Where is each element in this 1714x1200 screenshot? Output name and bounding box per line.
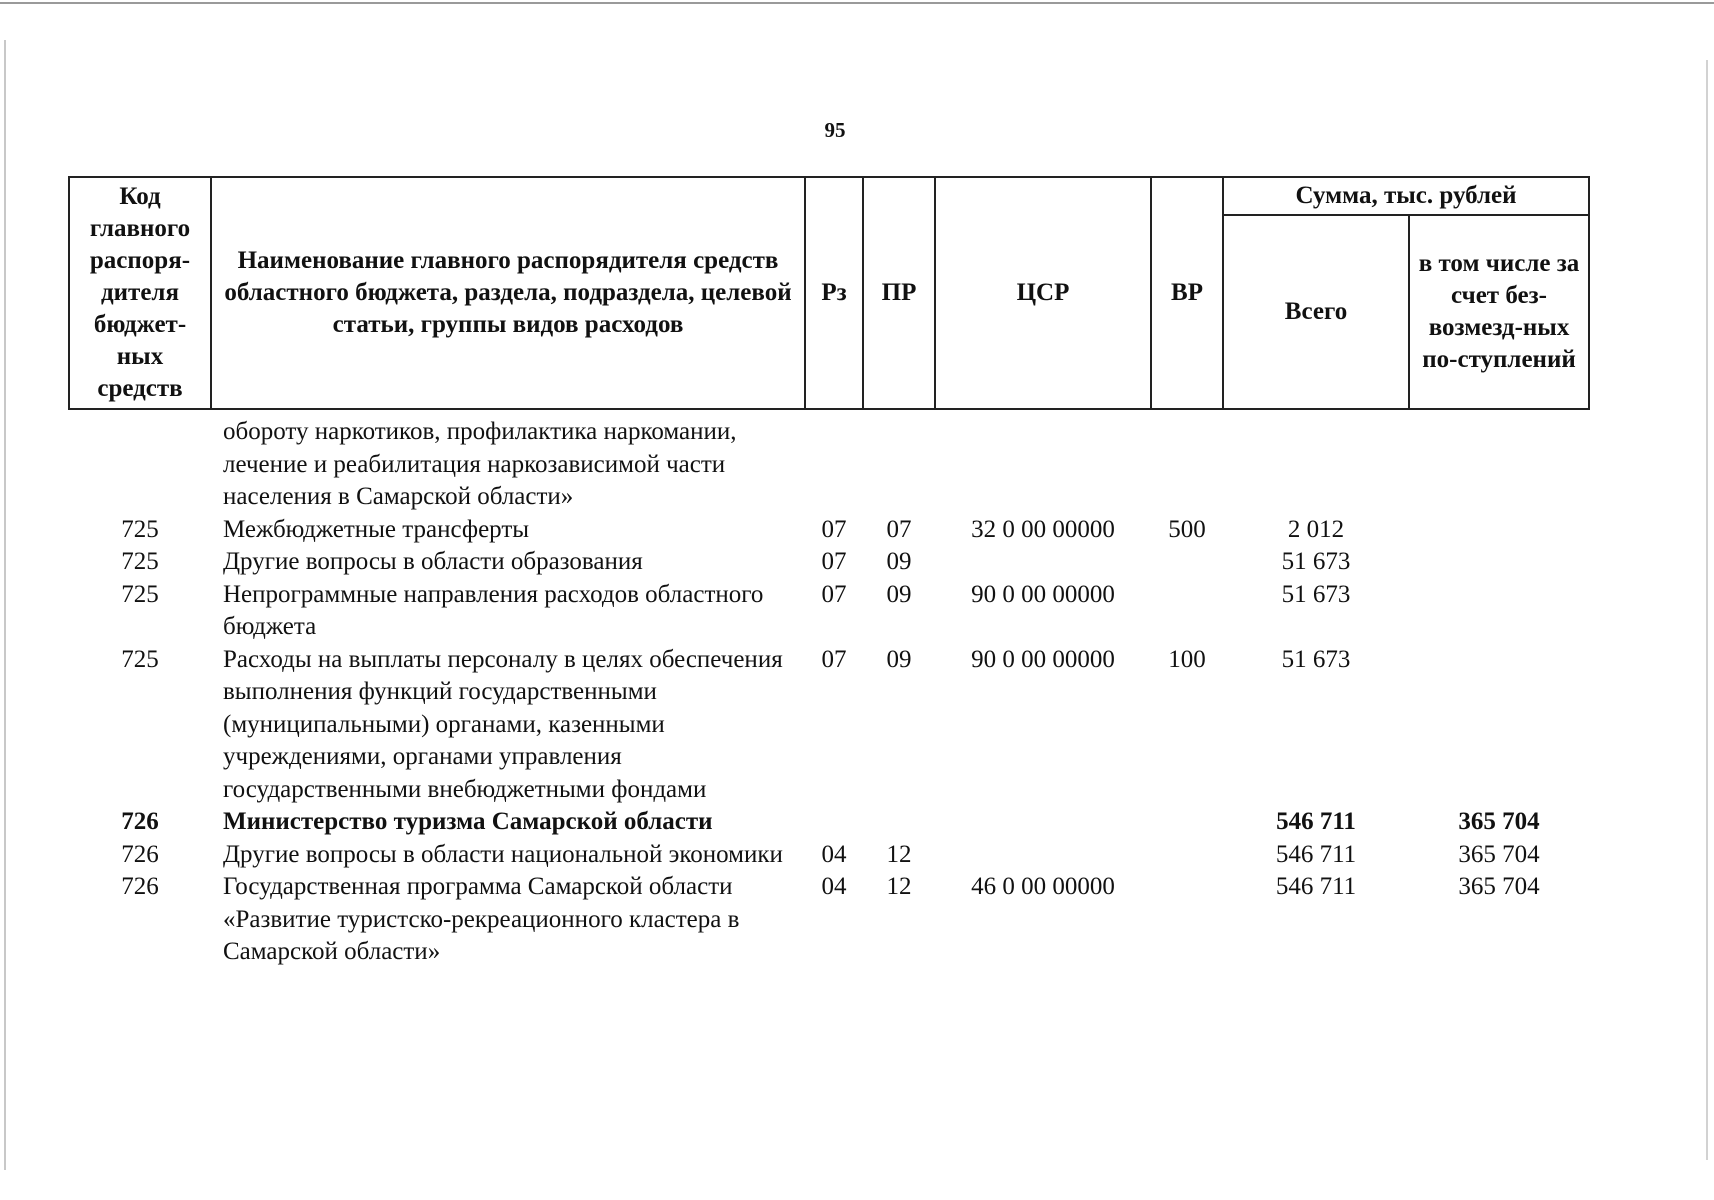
cell-name: Расходы на выплаты персоналу в целях обеспечения выполнения функций государственными (муниципальными) органами, казенными учреждениями, органами управления государственными внебюджетными фондами xyxy=(223,645,783,803)
cell-name: Другие вопросы в области национальной экономики xyxy=(223,840,783,868)
cell-pr: 09 xyxy=(886,645,912,673)
cell-pr: 12 xyxy=(886,873,912,900)
cell-total: 546 711 xyxy=(1276,808,1356,835)
budget-table xyxy=(68,176,1590,969)
cell-code: 725 xyxy=(121,548,159,575)
cell-csr: 32 0 00 00000 xyxy=(971,515,1115,543)
header-code: Код главного распоря-дителя бюджет-ных средств xyxy=(69,177,211,409)
cell-incl xyxy=(1409,579,1589,644)
right-scan-edge xyxy=(1706,60,1708,1160)
header-rz: Рз xyxy=(805,177,863,409)
cell-name: обороту наркотиков, профилактика наркомании, лечение и реабилитация наркозависимой части населения в Самарской области» xyxy=(223,418,737,510)
table-row xyxy=(69,579,1589,644)
cell-csr xyxy=(935,546,1151,579)
cell-pr: 09 xyxy=(886,580,912,608)
table-row xyxy=(69,546,1589,579)
cell-incl: 365 704 xyxy=(1458,873,1540,900)
cell-name: Министерство туризма Самарской области xyxy=(223,808,713,835)
cell-vr xyxy=(1151,579,1223,644)
cell-code: 726 xyxy=(121,840,159,868)
header-csr: ЦСР xyxy=(935,177,1151,409)
header-vr: ВР xyxy=(1151,177,1223,409)
cell-total xyxy=(1223,409,1409,514)
cell-pr: 09 xyxy=(886,548,912,575)
cell-csr: 90 0 00 00000 xyxy=(971,645,1115,673)
table-row xyxy=(69,644,1589,807)
cell-code: 725 xyxy=(121,515,159,543)
cell-incl: 365 704 xyxy=(1458,840,1540,868)
cell-code: 725 xyxy=(121,645,159,673)
cell-name: Межбюджетные трансферты xyxy=(223,515,530,543)
top-scan-border xyxy=(0,2,1714,4)
cell-incl: 365 704 xyxy=(1458,808,1540,835)
cell-code xyxy=(69,409,211,514)
cell-name: Другие вопросы в области образования xyxy=(223,548,643,575)
page-number: 95 xyxy=(824,118,846,142)
cell-csr xyxy=(935,839,1151,872)
cell-rz: 04 xyxy=(821,840,847,868)
table-body xyxy=(69,409,1589,969)
header-name: Наименование главного распорядителя средств областного бюджета, раздела, подраздела, целевой статьи, группы видов расходов xyxy=(211,177,805,409)
cell-total: 51 673 xyxy=(1281,548,1351,575)
cell-rz xyxy=(805,806,863,839)
table-row xyxy=(69,409,1589,514)
header-pr: ПР xyxy=(863,177,935,409)
cell-total: 51 673 xyxy=(1281,645,1351,673)
cell-pr: 12 xyxy=(886,840,912,868)
cell-vr xyxy=(1151,546,1223,579)
cell-incl xyxy=(1409,546,1589,579)
cell-code: 726 xyxy=(121,808,159,835)
cell-rz: 07 xyxy=(821,580,847,608)
cell-pr xyxy=(863,409,935,514)
cell-rz: 07 xyxy=(821,548,847,575)
left-scan-edge xyxy=(4,40,6,1170)
cell-vr xyxy=(1151,839,1223,872)
table-row xyxy=(69,871,1589,969)
cell-pr xyxy=(863,806,935,839)
cell-csr xyxy=(935,409,1151,514)
table-row xyxy=(69,806,1589,839)
header-total: Всего xyxy=(1223,215,1409,409)
cell-rz: 07 xyxy=(821,515,847,543)
cell-total: 546 711 xyxy=(1275,873,1357,900)
cell-incl xyxy=(1409,409,1589,514)
cell-name: Государственная программа Самарской области «Развитие туристско-рекреационного кластера в Самарской области» xyxy=(223,873,740,965)
cell-total: 2 012 xyxy=(1287,515,1345,543)
table-header xyxy=(69,177,1589,409)
cell-rz: 07 xyxy=(821,645,847,673)
cell-name: Непрограммные направления расходов областного бюджета xyxy=(223,580,764,640)
cell-rz: 04 xyxy=(821,873,847,900)
cell-pr: 07 xyxy=(886,515,912,543)
cell-incl xyxy=(1409,644,1589,807)
cell-rz xyxy=(805,409,863,514)
cell-vr: 500 xyxy=(1168,515,1206,543)
cell-vr: 100 xyxy=(1168,645,1206,673)
cell-vr xyxy=(1151,806,1223,839)
cell-code: 725 xyxy=(121,580,159,608)
header-incl: в том числе за счет без-возмезд-ных по-ступлений xyxy=(1409,215,1589,409)
table-row xyxy=(69,514,1589,547)
cell-vr xyxy=(1151,871,1223,969)
cell-incl xyxy=(1409,514,1589,547)
cell-total: 546 711 xyxy=(1275,840,1357,868)
header-sum: Сумма, тыс. рублей xyxy=(1223,177,1589,215)
cell-total: 51 673 xyxy=(1281,580,1351,608)
cell-code: 726 xyxy=(121,873,159,900)
cell-csr: 90 0 00 00000 xyxy=(971,580,1115,608)
cell-csr xyxy=(935,806,1151,839)
table-row xyxy=(69,839,1589,872)
cell-vr xyxy=(1151,409,1223,514)
cell-csr: 46 0 00 00000 xyxy=(971,873,1115,900)
